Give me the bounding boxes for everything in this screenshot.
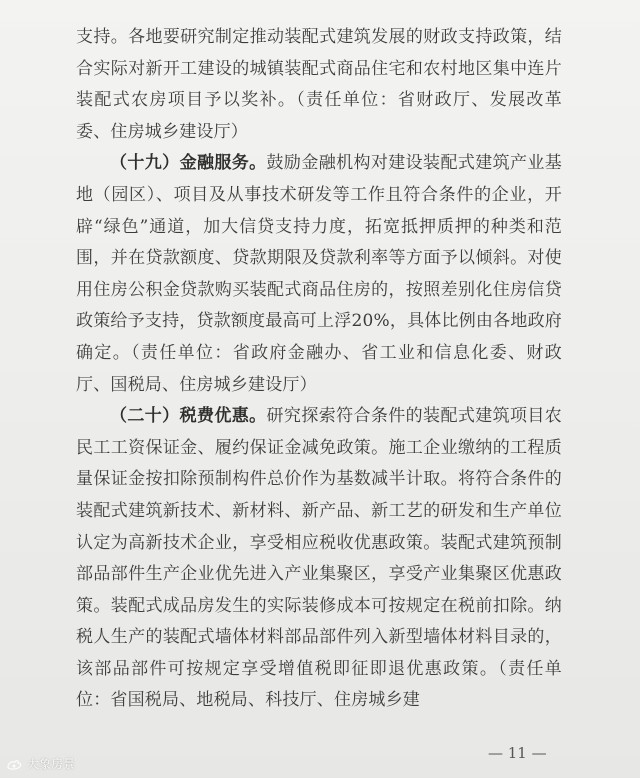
paragraph-continuation: 支持。各地要研究制定推动装配式建筑发展的财政支持政策，结合实际对新开工建设的城镇装配式商品住宅和农村地区集中连片装配式农房项目予以奖补。（责任单位：省财政厅、发展改革委、住房城乡建设厅）	[76, 27, 562, 142]
document-body	[76, 22, 562, 717]
section-financial-services	[76, 148, 562, 401]
watermark	[6, 755, 75, 772]
watermark-text: 大象房景	[27, 757, 76, 771]
section-heading: （二十）税费优惠。	[110, 406, 267, 427]
page-number: — 11 —	[488, 744, 547, 762]
section-body: 研究探索符合条件的装配式建筑项目农民工工资保证金、履约保证金减免政策。施工企业缴纳的工程质量保证金按扣除预制构件总价作为基数减半计取。将符合条件的装配式建筑新技术、新材料、新产品、新工艺的研发和生产单位认定为高新技术企业，享受相应税收优惠政策。装配式建筑预制部品部件生产企业优先进入产业集聚区，享受产业集聚区优惠政策。装配式成品房发生的实际装修成本可按规定在税前扣除。纳税人生产的装配式墙体材料部品部件列入新型墙体材料目录的，该部品部件可按规定享受增值税即征即退优惠政策。（责任单位：省国税局、地税局、科技厅、住房城乡建	[76, 406, 562, 711]
section-body: 鼓励金融机构对建设装配式建筑产业基地（园区）、项目及从事技术研发等工作且符合条件的企业，开辟“绿色”通道，加大信贷支持力度，拓宽抵押质押的种类和范围，并在贷款额度、贷款期限及贷款利率等方面予以倾斜。对使用住房公积金贷款购买装配式商品住房的，按照差别化住房信贷政策给予支持，贷款额度最高可上浮20%，具体比例由各地政府确定。（责任单位：省政府金融办、省工业和信息化委、财政厅、国税局、住房城乡建设厅）	[76, 153, 562, 395]
section-tax-incentives	[76, 401, 562, 717]
weibo-logo-icon	[6, 758, 24, 770]
section-heading: （十九）金融服务。	[110, 153, 267, 174]
